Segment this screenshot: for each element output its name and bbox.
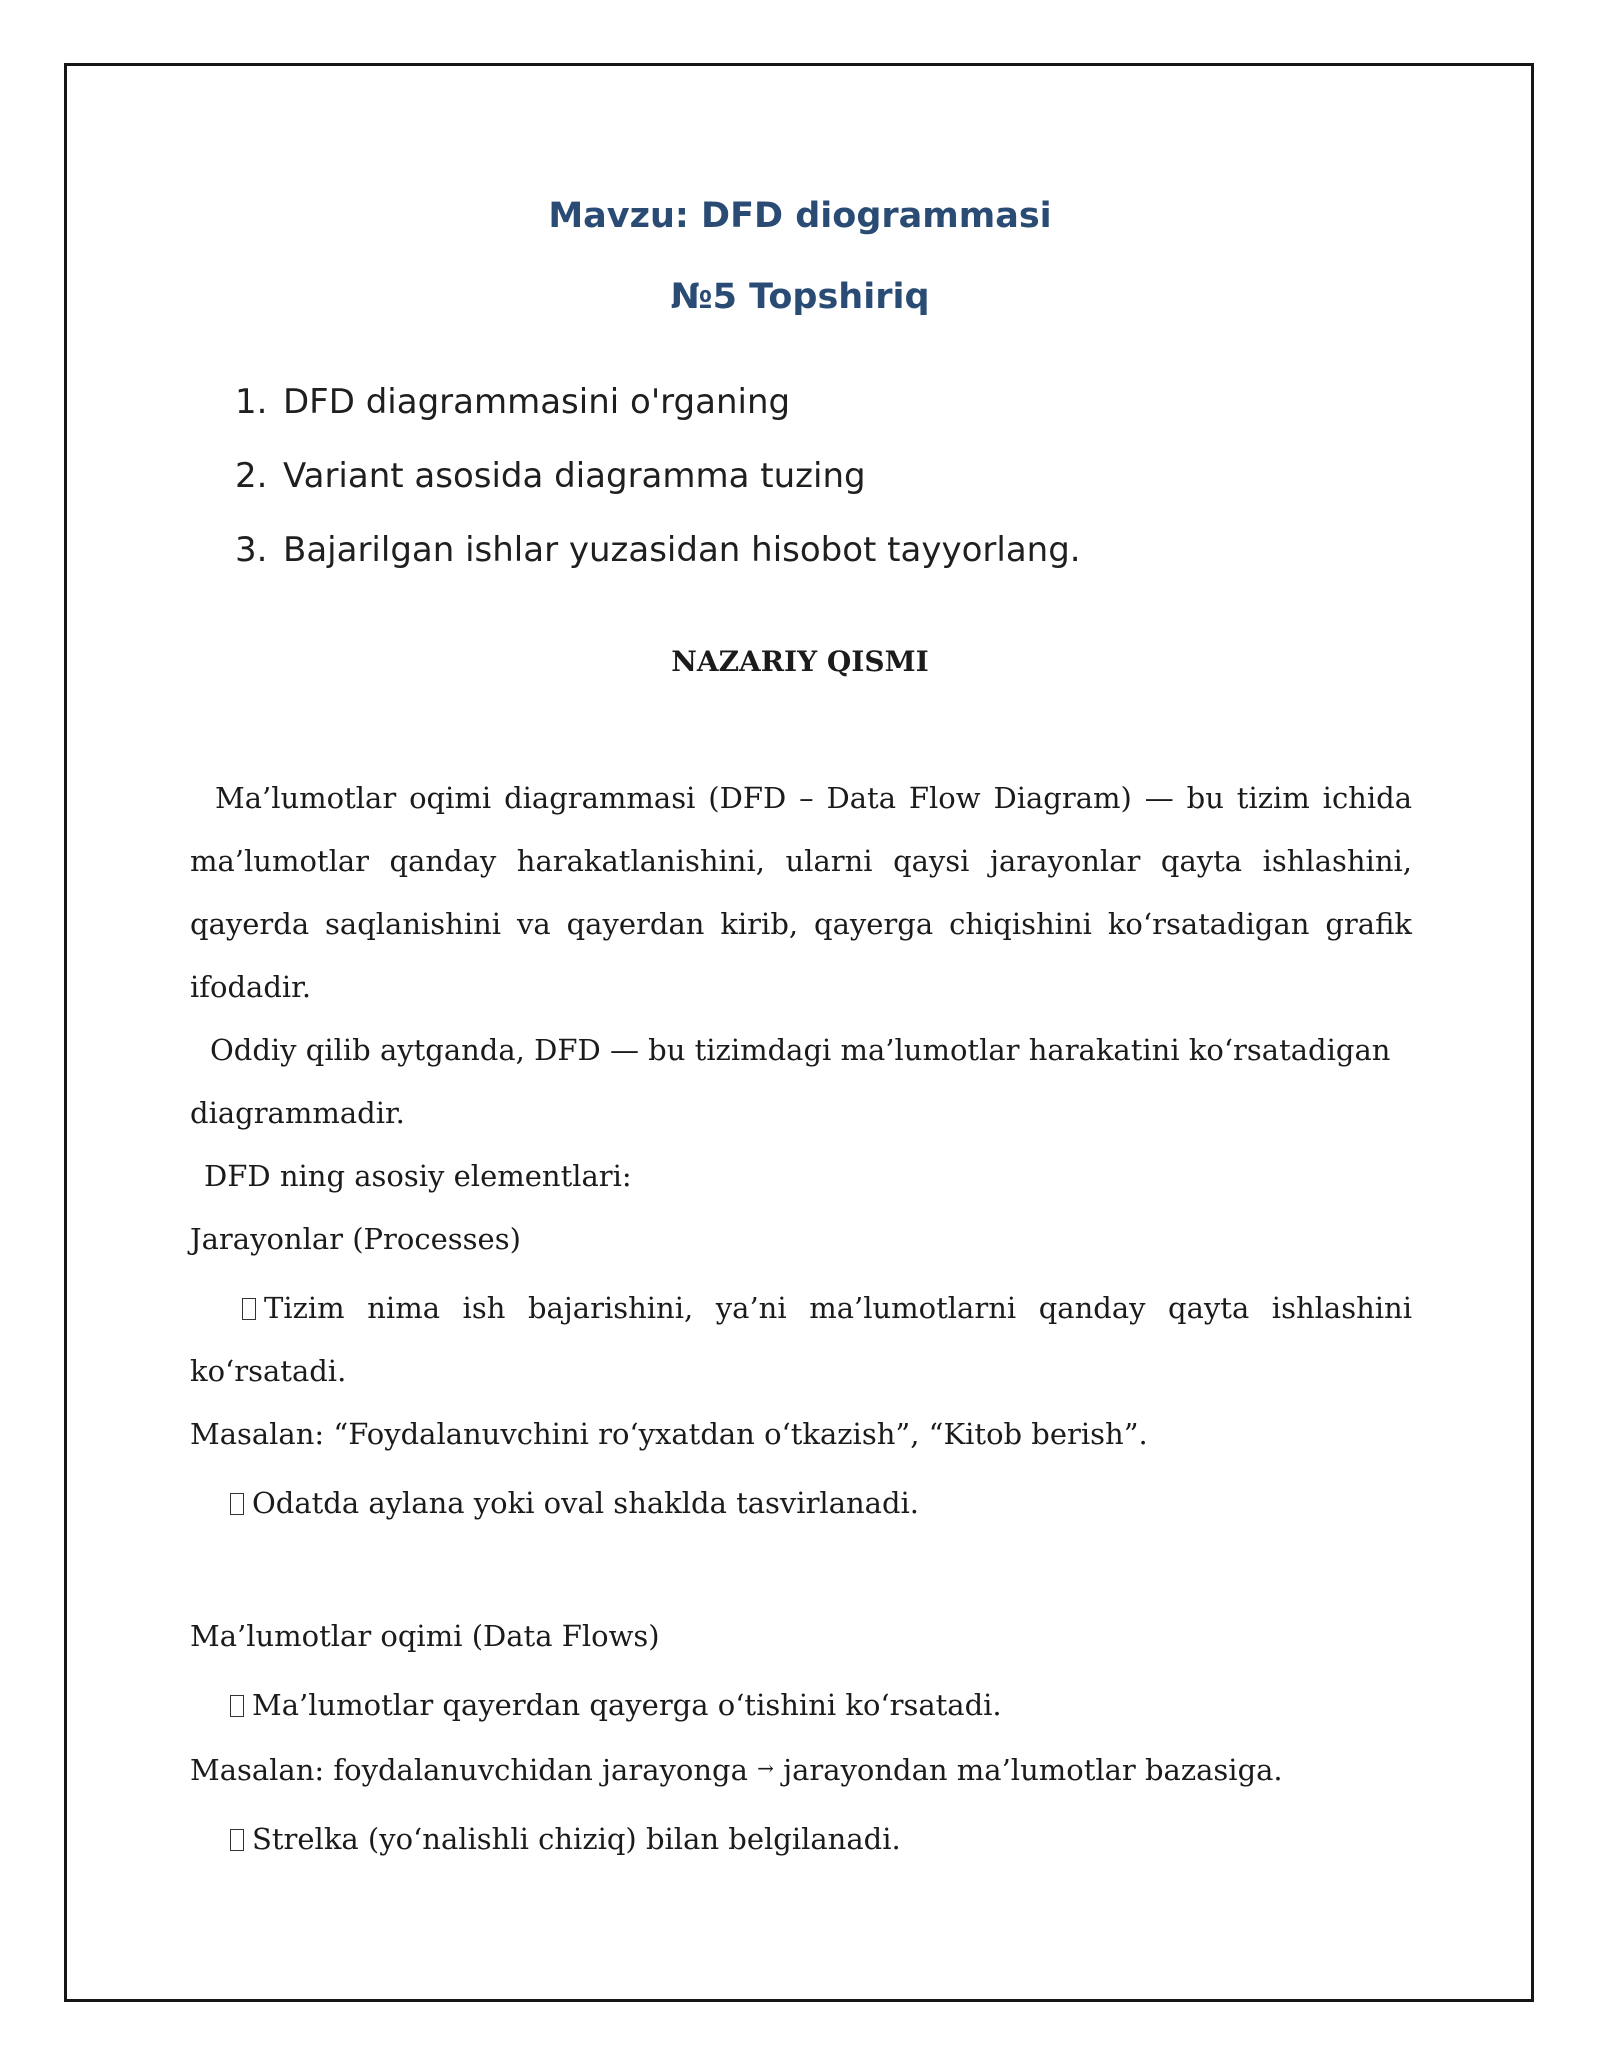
task-text: Bajarilgan ishlar yuzasidan hisobot tayyorlang.	[283, 530, 1081, 570]
flows-description	[190, 1674, 1412, 1737]
processes-description	[190, 1277, 1412, 1403]
processes-heading: Jarayonlar (Processes)	[190, 1222, 521, 1256]
flows-example-start: Masalan: foydalanuvchidan jarayonga	[190, 1753, 748, 1787]
document-body	[190, 767, 1412, 1871]
processes-description-text: Tizim nima ish bajarishini, ya’ni ma’lumotlarni qanday qayta ishlashini ko‘rsatadi.	[190, 1291, 1412, 1388]
simple-paragraph: Oddiy qilib aytganda, DFD — bu tizimdagi ma’lumotlar harakatini ko‘rsatadigan diagrammadir.	[190, 1033, 1391, 1130]
task-text: Variant asosida diagramma tuzing	[283, 456, 866, 496]
bullet-icon	[242, 1298, 256, 1320]
task-text: DFD diagrammasini o'rganing	[283, 382, 791, 422]
task-number: 2.	[235, 456, 268, 496]
flows-shape-text: Strelka (yo‘nalishli chiziq) bilan belgilanadi.	[252, 1822, 901, 1856]
document-title: Mavzu: DFD diogrammasi	[548, 196, 1052, 236]
flows-heading: Ma’lumotlar oqimi (Data Flows)	[190, 1619, 660, 1653]
bullet-icon	[230, 1493, 244, 1515]
task-item	[235, 382, 1081, 459]
document-subtitle: №5 Topshiriq	[670, 277, 930, 317]
task-number: 3.	[235, 530, 268, 570]
bullet-icon	[230, 1829, 244, 1851]
flows-description-text: Ma’lumotlar qayerdan qayerga o‘tishini ko‘rsatadi.	[252, 1688, 1002, 1722]
section-heading: NAZARIY QISMI	[671, 645, 929, 678]
processes-shape	[190, 1472, 1412, 1535]
task-item	[235, 530, 1081, 607]
task-item	[235, 456, 1081, 533]
definition-paragraph: Ma’lumotlar oqimi diagrammasi (DFD – Data Flow Diagram) — bu tizim ichida ma’lumotlar qanday harakatlanishini, ularni qaysi jarayonlar qayta ishlashini, qayerda saqlanishini va qayerdan kirib, qayerga chiqishini ko‘rsatadigan grafik ifodadir.	[190, 781, 1412, 1004]
flows-example-end: jarayondan ma’lumotlar bazasiga.	[783, 1753, 1283, 1787]
task-number: 1.	[235, 382, 268, 422]
processes-example: Masalan: “Foydalanuvchini ro‘yxatdan o‘tkazish”, “Kitob berish”.	[190, 1417, 1148, 1451]
arrow-right-icon: →	[757, 1756, 774, 1780]
processes-shape-text: Odatda aylana yoki oval shaklda tasvirlanadi.	[252, 1486, 920, 1520]
task-list	[235, 382, 1081, 607]
flows-example	[190, 1737, 1412, 1802]
flows-shape	[190, 1808, 1412, 1871]
elements-intro: DFD ning asosiy elementlari:	[204, 1159, 632, 1193]
spacer	[190, 1535, 1412, 1605]
bullet-icon	[230, 1695, 244, 1717]
